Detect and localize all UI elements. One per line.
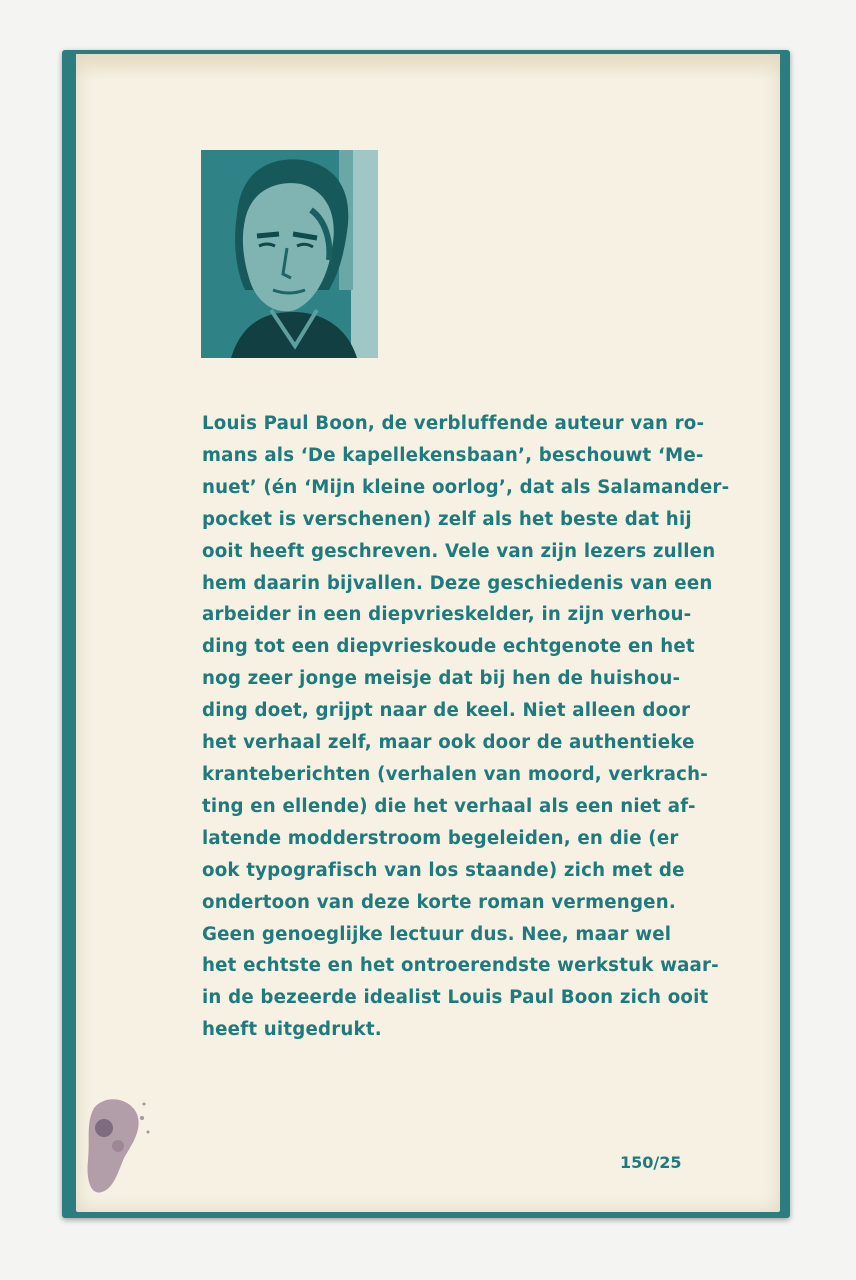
blurb-line: ding doet, grijpt naar de keel. Niet alleen door	[202, 700, 691, 722]
blurb-line: ting en ellende) die het verhaal als een niet af-	[202, 795, 696, 817]
blurb-line: nog zeer jonge meisje dat bij hen de huishou-	[202, 668, 681, 690]
blurb-line: ondertoon van deze korte roman vermengen.	[202, 891, 676, 913]
blurb-line: hem daarin bijvallen. Deze geschiedenis van een	[202, 572, 713, 594]
blurb-line: ding tot een diepvrieskoude echtgenote en het	[202, 636, 695, 658]
age-stain	[84, 1088, 154, 1198]
author-portrait-image	[201, 150, 378, 358]
back-cover-blurb	[202, 408, 730, 1046]
blurb-line: kranteberichten (verhalen van moord, verkrach-	[202, 763, 709, 785]
blurb-line: ooit heeft geschreven. Vele van zijn lezers zullen	[202, 540, 716, 562]
price-code: 150/25	[620, 1153, 682, 1172]
blurb-line: in de bezeerde idealist Louis Paul Boon zich ooit	[202, 987, 709, 1009]
blurb-line: arbeider in een diepvrieskelder, in zijn verhou-	[202, 604, 692, 626]
blurb-line: heeft uitgedrukt.	[202, 1019, 382, 1041]
blurb-line: het echtste en het ontroerendste werkstuk waar-	[202, 955, 719, 977]
blurb-line: latende modderstroom begeleiden, en die (er	[202, 827, 679, 849]
author-portrait	[201, 150, 378, 358]
blurb-line: Louis Paul Boon, de verbluffende auteur van ro-	[202, 413, 705, 434]
blurb-line: het verhaal zelf, maar ook door de authentieke	[202, 732, 695, 754]
blurb-line: Geen genoeglijke lectuur dus. Nee, maar wel	[202, 923, 672, 945]
blurb-line: nuet’ (én ‘Mijn kleine oorlog’, dat als Salamander-	[202, 476, 730, 498]
blurb-line: pocket is verschenen) zelf als het beste dat hij	[202, 508, 692, 530]
blurb-line: ook typografisch van los staande) zich met de	[202, 859, 685, 881]
blurb-line: mans als ‘De kapellekensbaan’, beschouwt ‘Me-	[202, 444, 704, 466]
